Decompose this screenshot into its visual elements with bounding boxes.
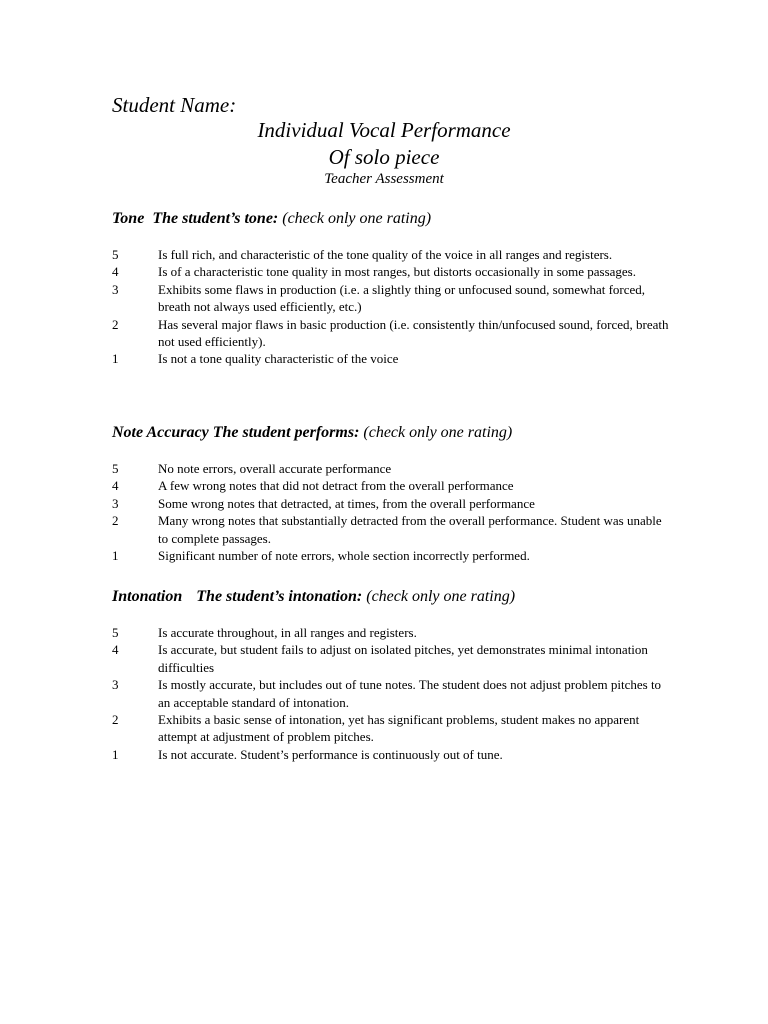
rating-number: 4 bbox=[112, 478, 119, 494]
rating-item bbox=[112, 316, 672, 351]
rating-description: Is accurate, but student fails to adjust on isolated pitches, yet demonstrates minimal intonation difficulties bbox=[158, 642, 648, 675]
section-heading bbox=[112, 423, 672, 443]
rating-description: Is full rich, and characteristic of the tone quality of the voice in all ranges and registers. bbox=[158, 247, 613, 262]
rating-item bbox=[112, 350, 672, 367]
section-prompt: The student performs: bbox=[212, 424, 360, 441]
section-prompt: The student’s intonation: bbox=[196, 588, 363, 605]
rating-description: Exhibits a basic sense of intonation, yet has significant problems, student makes no apparent attempt at adjustment of problem pitches. bbox=[158, 712, 640, 745]
rating-description: Significant number of note errors, whole section incorrectly performed. bbox=[158, 548, 530, 564]
rating-description: Is not a tone quality characteristic of the voice bbox=[158, 351, 399, 367]
section-note: (check only one rating) bbox=[363, 424, 513, 441]
rating-number: 3 bbox=[112, 495, 119, 511]
rating-description: Many wrong notes that substantially detracted from the overall performance. Student was unable to complete passages. bbox=[158, 513, 662, 546]
rating-number: 4 bbox=[112, 264, 119, 280]
rating-number: 5 bbox=[112, 247, 119, 262]
rating-list bbox=[112, 460, 672, 564]
rating-list bbox=[112, 624, 672, 763]
section-label: Intonation bbox=[112, 588, 183, 605]
page-title-line2: Of solo piece bbox=[328, 145, 440, 169]
section-label: Note Accuracy bbox=[112, 424, 209, 441]
section-label: Tone bbox=[112, 210, 145, 227]
rating-item bbox=[112, 495, 672, 512]
rating-item bbox=[112, 246, 672, 263]
rating-number: 1 bbox=[112, 351, 119, 367]
rating-item bbox=[112, 460, 672, 477]
rating-number: 5 bbox=[112, 461, 119, 476]
rating-description: No note errors, overall accurate performance bbox=[158, 461, 392, 476]
rating-item bbox=[112, 711, 672, 746]
rating-item bbox=[112, 281, 672, 316]
rating-number: 5 bbox=[112, 625, 119, 640]
rating-item bbox=[112, 512, 672, 547]
rating-description: Exhibits some flaws in production (i.e. a slightly thing or unfocused sound, somewhat forced, breath not always used efficiently, etc.) bbox=[158, 281, 646, 315]
rating-number: 2 bbox=[112, 712, 119, 728]
rating-description: Is of a characteristic tone quality in most ranges, but distorts occasionally in some passages. bbox=[158, 264, 636, 280]
rating-item bbox=[112, 746, 672, 763]
rating-description: Some wrong notes that detracted, at times, from the overall performance bbox=[158, 495, 535, 511]
rating-number: 4 bbox=[112, 642, 119, 658]
rating-item bbox=[112, 477, 672, 494]
section-note: (check only one rating) bbox=[282, 210, 432, 227]
section-heading bbox=[112, 209, 672, 229]
rating-description: Has several major flaws in basic production (i.e. consistently thin/unfocused sound, forced, breath not used efficiently). bbox=[158, 316, 669, 350]
rating-description: Is not accurate. Student’s performance is continuously out of tune. bbox=[158, 746, 503, 762]
section-heading bbox=[112, 587, 672, 607]
rating-number: 2 bbox=[112, 316, 119, 332]
student-name-label: Student Name: bbox=[112, 93, 237, 117]
section-tone bbox=[112, 209, 672, 368]
rating-description: Is accurate throughout, in all ranges and registers. bbox=[158, 625, 417, 640]
section-intonation bbox=[112, 587, 672, 763]
rating-item bbox=[112, 263, 672, 280]
section-prompt: The student’s tone: bbox=[152, 210, 279, 227]
rating-item bbox=[112, 547, 672, 564]
page-title: Individual Vocal Performance bbox=[257, 118, 511, 142]
rating-number: 3 bbox=[112, 677, 119, 693]
section-note-accuracy bbox=[112, 423, 672, 564]
rating-description: Is mostly accurate, but includes out of tune notes. The student does not adjust problem pitches to an acceptable standard of intonation. bbox=[158, 677, 662, 710]
rating-number: 2 bbox=[112, 513, 119, 529]
rating-description: A few wrong notes that did not detract from the overall performance bbox=[158, 478, 514, 494]
rating-item bbox=[112, 641, 672, 676]
rating-number: 3 bbox=[112, 281, 119, 297]
rating-list bbox=[112, 246, 672, 368]
section-note: (check only one rating) bbox=[366, 588, 516, 605]
rating-number: 1 bbox=[112, 746, 119, 762]
page-subtitle: Teacher Assessment bbox=[324, 171, 444, 187]
rating-number: 1 bbox=[112, 548, 119, 564]
rating-item bbox=[112, 676, 672, 711]
rating-item bbox=[112, 624, 672, 641]
